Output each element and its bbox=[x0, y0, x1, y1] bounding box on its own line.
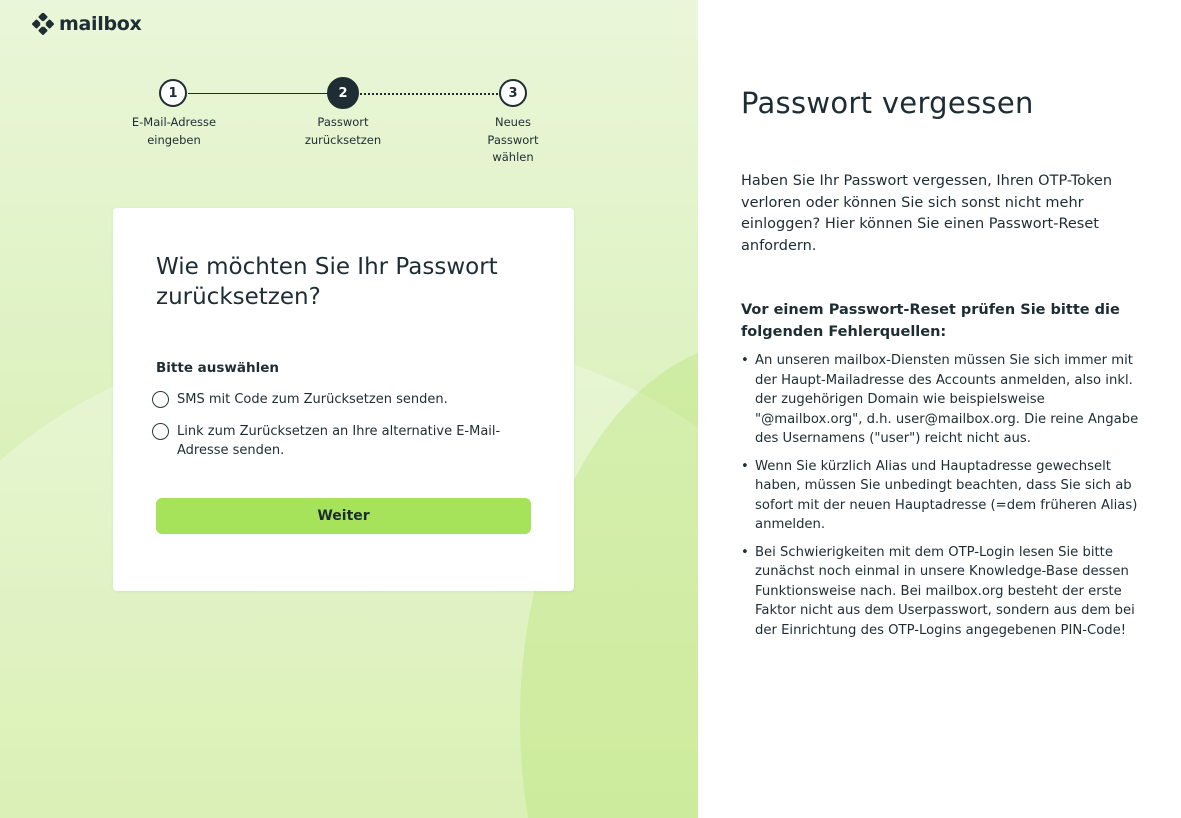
option-email-link-label: Link zum Zurücksetzen an Ihre alternative E-Mail-Adresse senden. bbox=[177, 424, 501, 458]
stepper-line-pending bbox=[360, 93, 498, 95]
reset-method-card bbox=[113, 208, 574, 591]
step-2-circle: 2 bbox=[327, 77, 359, 109]
option-email-link[interactable] bbox=[152, 423, 532, 460]
option-sms[interactable] bbox=[152, 391, 532, 410]
brand-logo[interactable] bbox=[32, 13, 141, 35]
info-subheading: Vor einem Passwort-Reset prüfen Sie bitte die folgenden Fehlerquellen: bbox=[741, 302, 1120, 340]
step-2-label: Passwort zurücksetzen bbox=[304, 115, 382, 147]
radio-email-link[interactable] bbox=[152, 423, 169, 440]
step-3-circle: 3 bbox=[499, 79, 527, 107]
info-intro: Haben Sie Ihr Passwort vergessen, Ihren OTP-Token verloren oder können Sie sich sonst nicht mehr einloggen? Hier können Sie einen Passwort-Reset anfordern. bbox=[741, 173, 1113, 254]
option-sms-label: SMS mit Code zum Zurücksetzen senden. bbox=[177, 392, 448, 407]
info-checklist bbox=[741, 351, 1150, 648]
info-panel bbox=[698, 0, 1181, 818]
list-item: • An unseren mailbox-Diensten müssen Sie sich immer mit der Haupt-Mailadresse des Accounts anmelden, also inkl. der zugehörigen Domain wie beispielsweise "@mailbox.org", d.h. user@mailbox.org. Die reine Angabe des Usernamens ("user") reicht nicht aus. bbox=[755, 351, 1150, 449]
info-title: Passwort vergessen bbox=[741, 86, 1034, 120]
step-1-label: E-Mail-Adresse eingeben bbox=[131, 115, 217, 147]
form-title: Wie möchten Sie Ihr Passwort zurücksetzen? bbox=[156, 254, 498, 310]
step-1-circle: 1 bbox=[159, 79, 187, 107]
progress-stepper bbox=[0, 78, 698, 178]
mailbox-logo-icon bbox=[32, 13, 54, 35]
select-label: Bitte auswählen bbox=[156, 360, 280, 376]
radio-sms[interactable] bbox=[152, 391, 169, 408]
list-item: • Bei Schwierigkeiten mit dem OTP-Login lesen Sie bitte zunächst noch einmal in unsere Knowledge-Base dessen Funktionsweise nach. Bei mailbox.org besteht der erste Faktor nicht aus dem Userpasswort, sondern aus dem bei der Einrichtung des OTP-Logins angegebenen PIN-Code! bbox=[755, 543, 1150, 641]
step-3-label: Neues Passwort wählen bbox=[487, 115, 539, 164]
list-item: • Wenn Sie kürzlich Alias und Hauptadresse gewechselt haben, müssen Sie unbedingt beachten, dass Sie sich ab sofort mit der neuen Hauptadresse (=dem früheren Alias) anmelden. bbox=[755, 457, 1150, 535]
continue-button[interactable]: Weiter bbox=[156, 498, 531, 534]
brand-name: mailbox bbox=[59, 13, 142, 35]
stepper-line-completed bbox=[188, 93, 328, 94]
